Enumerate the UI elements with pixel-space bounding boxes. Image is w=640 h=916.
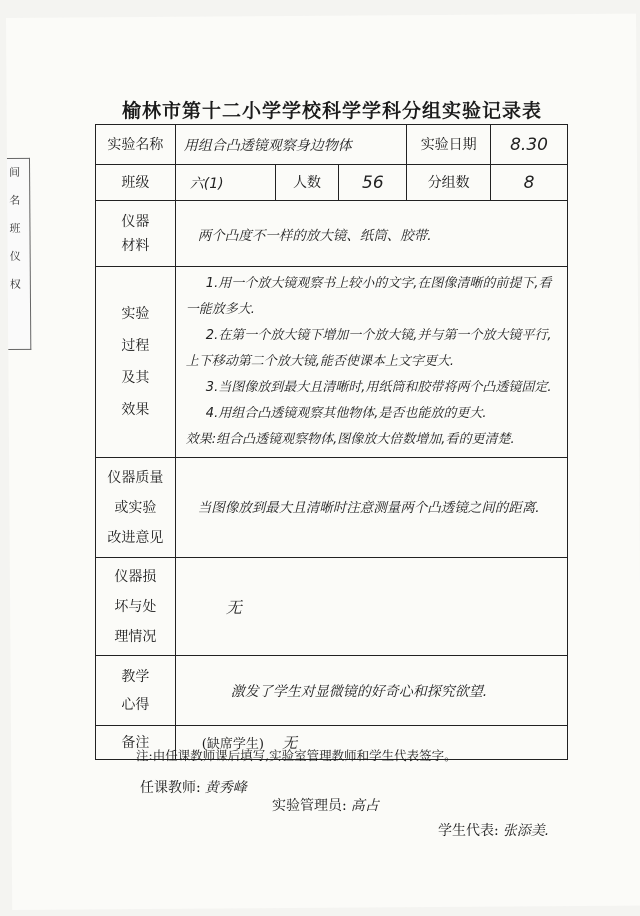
damage-label [96, 558, 176, 656]
equipment-label [96, 201, 176, 267]
quality-label-line: 仪器质量 [107, 469, 164, 486]
underlying-sheet-edge [7, 158, 31, 350]
edge-char: 班 [9, 221, 21, 235]
lab-admin-signature-block [272, 795, 379, 815]
process-label-line: 及其 [121, 370, 150, 386]
quality-label-line: 或实验 [114, 499, 157, 516]
remarks-prefix: (缺席学生) [201, 737, 264, 752]
row-damage [96, 558, 568, 656]
student-rep-signature: 张添美. [502, 823, 550, 839]
reflection-label-line: 心得 [121, 696, 150, 713]
date-value: 8.30 [491, 125, 568, 165]
count-label: 人数 [275, 165, 339, 201]
damage-label-line: 仪器损 [114, 568, 157, 585]
edge-char: 仪 [9, 249, 21, 263]
student-rep-signature-block [438, 820, 549, 840]
process-step: 4.用组合凸透镜观察其他物体,是否也能放的更大. [205, 406, 487, 421]
row-reflection [96, 656, 568, 726]
groups-label: 分组数 [407, 165, 491, 201]
quality-label [96, 458, 176, 558]
teacher-label: 任课教师: [140, 780, 201, 796]
quality-value: 当图像放到最大且清晰时注意测量两个凸透镜之间的距离. [175, 458, 567, 558]
remarks-value: 无 [282, 734, 298, 752]
damage-label-line: 坏与处 [114, 598, 157, 615]
groups-value: 8 [491, 165, 568, 201]
form-title: 榆林市第十二小学学校科学学科分组实验记录表 [122, 100, 543, 122]
teacher-signature: 黄秀峰 [204, 780, 247, 796]
process-content [175, 267, 567, 458]
process-step: 2.在第一个放大镜下增加一个放大镜,并与第一个放大镜平行,上下移动第二个放大镜,能否使课本上文字更大. [185, 328, 552, 369]
equipment-label-line: 材料 [121, 237, 150, 254]
class-value: 六(1) [175, 165, 275, 201]
edge-char: 间 [9, 165, 21, 179]
student-rep-label: 学生代表: [438, 823, 499, 839]
count-value: 56 [339, 165, 407, 201]
damage-value: 无 [175, 558, 567, 656]
edge-char: 名 [9, 193, 21, 207]
reflection-label [96, 656, 176, 726]
quality-label-line: 改进意见 [107, 529, 164, 546]
footer-note: 注:由任课教师课后填写,实验室管理教师和学生代表签字。 [136, 748, 457, 763]
teacher-signature-block [140, 777, 247, 797]
row-class [96, 165, 568, 201]
edge-char: 权 [9, 277, 21, 291]
row-name [96, 125, 568, 165]
damage-label-line: 理情况 [114, 628, 157, 645]
row-process [96, 267, 568, 458]
row-quality [96, 458, 568, 558]
process-effect: 效果:组合凸透镜观察物体,图像放大倍数增加,看的更清楚. [185, 432, 515, 447]
process-step: 3.当图像放到最大且清晰时,用纸筒和胶带将两个凸透镜固定. [205, 380, 552, 395]
process-label-line: 过程 [121, 338, 150, 354]
reflection-label-line: 教学 [121, 668, 150, 685]
row-equipment [96, 201, 568, 267]
record-table [95, 124, 568, 760]
equipment-label-line: 仪器 [121, 213, 150, 230]
class-label: 班级 [96, 165, 176, 201]
process-label-line: 实验 [121, 306, 150, 322]
process-label-line: 效果 [121, 402, 150, 418]
process-step: 1.用一个放大镜观察书上较小的文字,在图像清晰的前提下,看一能放多大. [185, 276, 552, 317]
lab-admin-label: 实验管理员: [272, 798, 347, 814]
date-label: 实验日期 [407, 125, 491, 165]
remarks-label: 备注 [96, 726, 176, 760]
reflection-value: 激发了学生对显微镜的好奇心和探究欲望. [175, 656, 567, 726]
name-label: 实验名称 [96, 125, 176, 165]
process-label [96, 267, 176, 458]
equipment-value: 两个凸度不一样的放大镜、纸筒、胶带. [175, 201, 567, 267]
lab-admin-signature: 高占 [350, 798, 379, 814]
name-value: 用组合凸透镜观察身边物体 [175, 125, 407, 165]
